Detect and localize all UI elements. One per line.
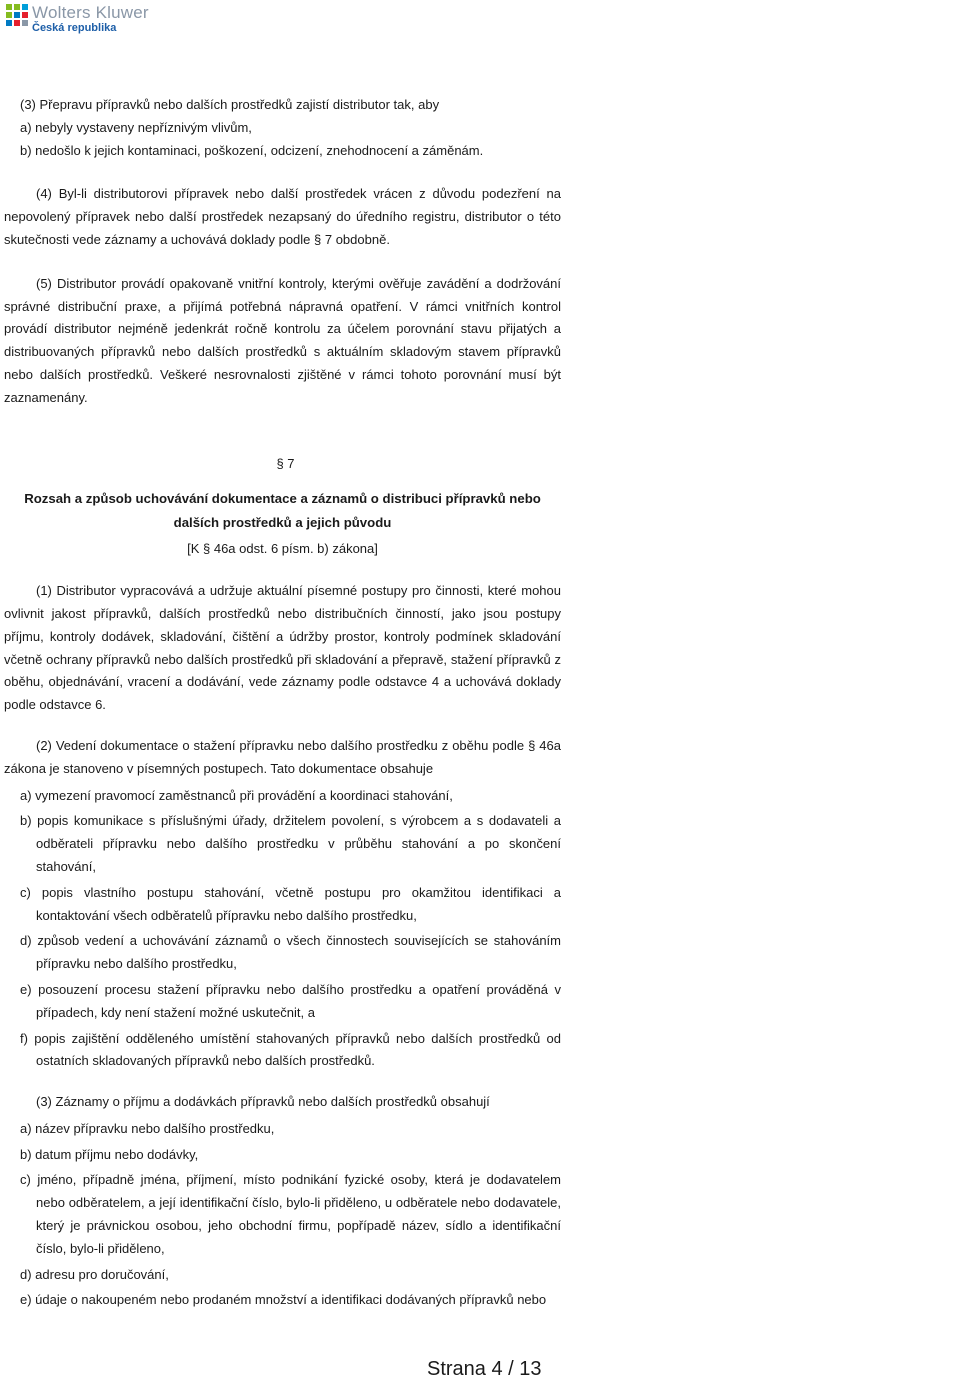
logo-text bbox=[32, 4, 149, 34]
section-paragraph-3: (3) Záznamy o příjmu a dodávkách přípravků nebo dalších prostředků obsahují bbox=[36, 1094, 490, 1110]
wolters-kluwer-logo-icon bbox=[6, 4, 28, 26]
section-mark: § 7 bbox=[276, 455, 295, 471]
paragraph-3-item-a: a) nebyly vystaveny nepříznivým vlivům, bbox=[20, 119, 252, 135]
section-paragraph-2: (2) Vedení dokumentace o stažení přípravku nebo dalšího prostředku z oběhu podle § 46a zákona je stanoveno v písemných postupech. Tato dokumentace obsahuje bbox=[4, 737, 561, 776]
list-item: e) údaje o nakoupeném nebo prodaném množství a identifikaci dodávaných přípravků nebo bbox=[20, 1292, 547, 1308]
document-body bbox=[4, 94, 561, 1312]
section-paragraph-1: (1) Distributor vypracovává a udržuje aktuální písemné postupy pro činnosti, které mohou ovlivnit jakost přípravků, dalších prostředků nebo distribučních činností, jako jsou postupy příjmu, kontroly dodávek, skladování, čištění a údržby prostor, kontroly podmínek skladování včetně ochrany přípravků nebo dalších prostředků při skladování a přepravě, stažení přípravků z oběhu, objednávání, vracení a dodávání, vede záznamy podle odstavce 4 a uchovává doklady podle odstavce 6. bbox=[4, 583, 561, 713]
list-item: d) způsob vedení a uchovávání záznamů o všech činnostech souvisejících se stahováním přípravku nebo dalšího prostředku, bbox=[20, 933, 561, 972]
paragraph-3-item-b: b) nedošlo k jejich kontaminaci, poškození, odcizení, znehodnocení a záměnám. bbox=[20, 142, 484, 158]
list-item: b) datum příjmu nebo dodávky, bbox=[20, 1146, 199, 1162]
logo bbox=[6, 4, 149, 34]
section-reference: [K § 46a odst. 6 písm. b) zákona] bbox=[187, 541, 378, 557]
paragraph-5: (5) Distributor provádí opakovaně vnitřní kontroly, kterými ověřuje zavádění a dodržování správné distribuční praxe, a přijímá potřebná nápravná opatření. V rámci vnitřních kontrol provádí distributor nejméně jedenkrát ročně kontrolu za účelem porovnání stavu přijatých a distribuovaných přípravků nebo dalších prostředků s aktuálním skladovým stavem přípravků nebo dalších prostředků. Veškeré nesrovnalosti zjištěné v rámci tohoto porovnání musí být zaznamenány. bbox=[4, 275, 561, 405]
list-item: c) jméno, případně jména, příjmení, místo podnikání fyzické osoby, která je dodavatelem nebo odběratelem, a její identifikační číslo, bylo-li přiděleno, u odběratele nebo dodavatele, který je právnickou osobou, jeho obchodní firmu, popřípadě název, sídlo a identifikační číslo, bylo-li přiděleno, bbox=[20, 1172, 561, 1256]
list-item: d) adresu pro doručování, bbox=[20, 1266, 169, 1282]
list-item: b) popis komunikace s příslušnými úřady, držitelem povolení, s výrobcem a s dodavateli a odběrateli přípravku nebo dalšího prostředku v průběhu stahování a po skončení stahování, bbox=[20, 813, 561, 874]
page-number: Strana 4 / 13 bbox=[427, 1358, 542, 1380]
list-item: a) vymezení pravomocí zaměstnanců při provádění a koordinaci stahování, bbox=[20, 787, 453, 803]
list-item: f) popis zajištění odděleného umístění stahovaných přípravků nebo dalších prostředků od ostatních skladovaných přípravků nebo dalších prostředků. bbox=[20, 1030, 561, 1069]
list-item: a) název přípravku nebo dalšího prostředku, bbox=[20, 1120, 275, 1136]
paragraph-4: (4) Byl-li distributorovi přípravek nebo další prostředek vrácen z důvodu podezření na nepovolený přípravek nebo další prostředek nezapsaný do úředního registru, distributor o této skutečnosti vede záznamy a uchovává doklady podle § 7 obdobně. bbox=[4, 186, 561, 247]
logo-name: Wolters Kluwer bbox=[32, 3, 149, 22]
logo-subtitle: Česká republika bbox=[32, 22, 117, 34]
paragraph-3-head: (3) Přepravu přípravků nebo dalších prostředků zajistí distributor tak, aby bbox=[20, 97, 440, 112]
list-item: c) popis vlastního postupu stahování, včetně postupu pro okamžitou identifikaci a kontaktování všech odběratelů přípravku nebo dalšího prostředku, bbox=[20, 884, 561, 923]
list-item: e) posouzení procesu stažení přípravku nebo dalšího prostředku a opatření prováděná v případech, kdy není stažení možné uskutečnit, a bbox=[20, 981, 561, 1020]
section-title: Rozsah a způsob uchovávání dokumentace a záznamů o distribuci přípravků nebo dalších prostředků a jejich původu bbox=[24, 491, 541, 530]
